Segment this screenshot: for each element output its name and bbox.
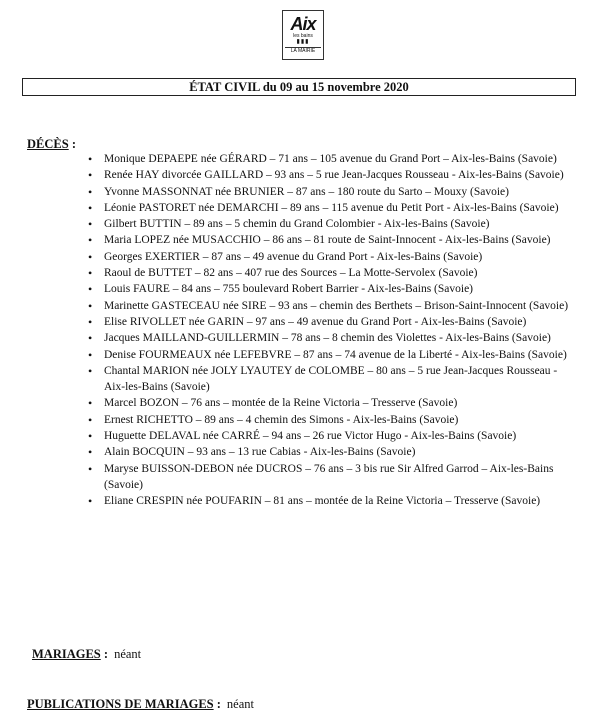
deces-entry: • Jacques MAILLAND-GUILLERMIN – 78 ans – 8 chemin des Violettes - Aix-les-Bains (Savoie) [88, 330, 578, 346]
deces-entry: • Maria LOPEZ née MUSACCHIO – 86 ans – 81 route de Saint-Innocent - Aix-les-Bains (Savoie) [88, 232, 578, 248]
deces-entry: • Marcel BOZON – 76 ans – montée de la Reine Victoria – Tresserve (Savoie) [88, 395, 578, 411]
mariages-section-heading [32, 647, 141, 662]
publications-heading-label: PUBLICATIONS DE MARIAGES [27, 697, 214, 711]
deces-entry: • Renée HAY divorcée GAILLARD – 93 ans – 5 rue Jean-Jacques Rousseau - Aix-les-Bains (Savoie) [88, 167, 578, 183]
document-title: ÉTAT CIVIL du 09 au 15 novembre 2020 [22, 78, 576, 96]
deces-entry: • Huguette DELAVAL née CARRÉ – 94 ans – 26 rue Victor Hugo - Aix-les-Bains (Savoie) [88, 428, 578, 444]
deces-entry: • Gilbert BUTTIN – 89 ans – 5 chemin du Grand Colombier - Aix-les-Bains (Savoie) [88, 216, 578, 232]
deces-entry: • Alain BOCQUIN – 93 ans – 13 rue Cabias - Aix-les-Bains (Savoie) [88, 444, 578, 460]
city-logo [282, 10, 324, 60]
deces-entry: • Eliane CRESPIN née POUFARIN – 81 ans – montée de la Reine Victoria – Tresserve (Savoie) [88, 493, 578, 509]
deces-heading-colon: : [68, 137, 76, 151]
deces-entry: • Elise RIVOLLET née GARIN – 97 ans – 49 avenue du Grand Port - Aix-les-Bains (Savoie) [88, 314, 578, 330]
publications-heading-colon: : [213, 697, 221, 711]
deces-entry: • Denise FOURMEAUX née LEFEBVRE – 87 ans – 74 avenue de la Liberté - Aix-les-Bains (Savoie) [88, 347, 578, 363]
deces-entry: • Ernest RICHETTO – 89 ans – 4 chemin des Simons - Aix-les-Bains (Savoie) [88, 412, 578, 428]
logo-mark: Aix [290, 14, 316, 34]
mariages-heading-label: MARIAGES [32, 647, 101, 661]
deces-entry: • Yvonne MASSONNAT née BRUNIER – 87 ans – 180 route du Sarto – Mouxy (Savoie) [88, 184, 578, 200]
logo-bars-icon: ▮▮▮ [296, 39, 310, 45]
deces-entry: • Raoul de BUTTET – 82 ans – 407 rue des Sources – La Motte-Servolex (Savoie) [88, 265, 578, 281]
deces-entry: • Monique DEPAEPE née GÉRARD – 71 ans – 105 avenue du Grand Port – Aix-les-Bains (Savoie) [88, 151, 578, 167]
mariages-value: néant [114, 647, 142, 661]
deces-list [88, 151, 578, 510]
publications-value: néant [226, 697, 254, 711]
deces-entry: • Marinette GASTECEAU née SIRE – 93 ans – chemin des Berthets – Brison-Saint-Innocent (Savoie) [88, 298, 578, 314]
deces-entry: • Chantal MARION née JOLY LYAUTEY de COLOMBE – 80 ans – 5 rue Jean-Jacques Rousseau - Aix-les-Bains (Savoie) [88, 363, 578, 396]
logo-caption: LA MAIRIE [285, 47, 321, 55]
deces-entry: • Louis FAURE – 84 ans – 755 boulevard Robert Barrier - Aix-les-Bains (Savoie) [88, 281, 578, 297]
mariages-heading-colon: : [100, 647, 109, 661]
deces-section-heading [27, 137, 76, 152]
deces-entry: • Léonie PASTORET née DEMARCHI – 89 ans – 115 avenue du Petit Port - Aix-les-Bains (Savoie) [88, 200, 578, 216]
deces-entry: • Maryse BUISSON-DEBON née DUCROS – 76 ans – 3 bis rue Sir Alfred Garrod – Aix-les-Bains (Savoie) [88, 461, 578, 494]
publications-section-heading [27, 697, 254, 712]
deces-heading-label: DÉCÈS [27, 137, 69, 151]
logo-subtitle: les bains [293, 33, 313, 39]
deces-entry: • Georges EXERTIER – 87 ans – 49 avenue du Grand Port - Aix-les-Bains (Savoie) [88, 249, 578, 265]
